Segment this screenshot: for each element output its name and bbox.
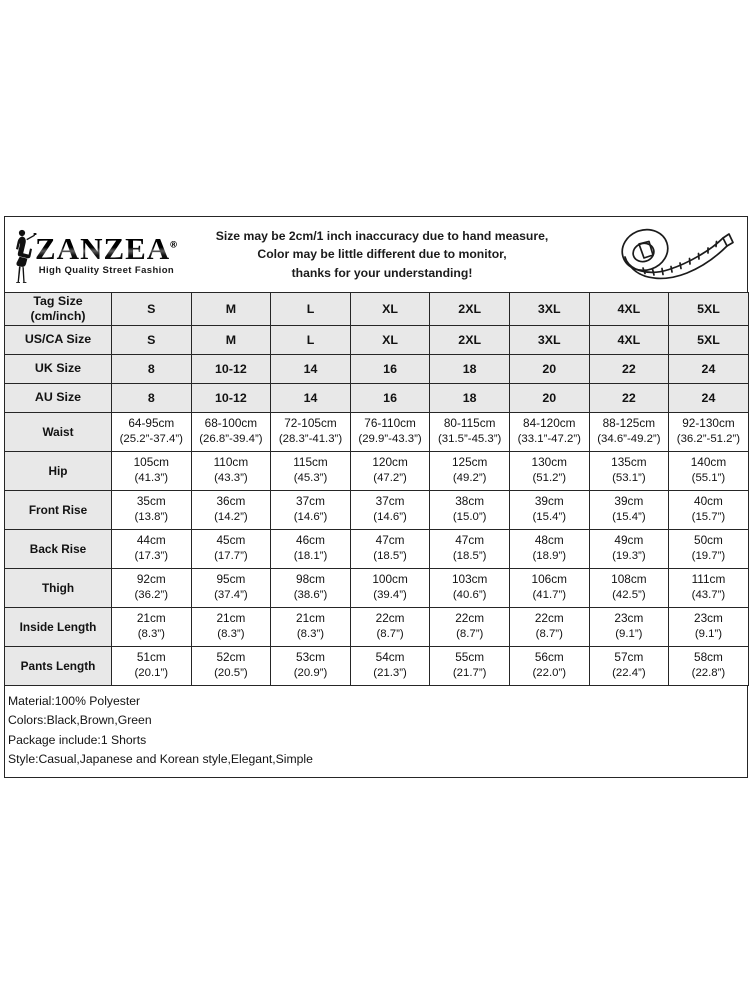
cell-tag-size-3xl: 3XL xyxy=(509,293,589,326)
cm-value: 45cm xyxy=(216,533,246,548)
cell-au-size-5xl: 24 xyxy=(669,384,749,413)
cell-tag-size-s: S xyxy=(112,293,192,326)
cell-pants-length-2xl xyxy=(430,647,510,686)
cm-value: 106cm xyxy=(531,572,567,587)
cell-uk-size-l: 14 xyxy=(271,355,351,384)
cm-value: 35cm xyxy=(136,494,166,509)
cm-value: 72-105cm xyxy=(284,416,337,431)
notice-line-2: Color may be little different due to monitor, xyxy=(257,247,507,262)
inch-value: (47.2”) xyxy=(373,472,407,485)
cell-hip-m xyxy=(191,452,271,491)
cell-hip-xl xyxy=(350,452,430,491)
cm-value: 22cm xyxy=(455,611,485,626)
inch-value: (9.1”) xyxy=(615,628,643,641)
cell-tag-size-5xl: 5XL xyxy=(669,293,749,326)
inch-value: (41.3”) xyxy=(134,472,169,485)
cell-us-ca-size-s: S xyxy=(112,326,192,355)
cell-us-ca-size-4xl: 4XL xyxy=(589,326,669,355)
cm-value: 22cm xyxy=(534,611,564,626)
cell-pants-length-4xl xyxy=(589,647,669,686)
detail-colors: Colors:Black,Brown,Green xyxy=(8,713,152,728)
cm-value: 23cm xyxy=(694,611,723,626)
row-label-au-size: AU Size xyxy=(5,384,112,413)
cell-au-size-l: 14 xyxy=(271,384,351,413)
inch-value: (15.0”) xyxy=(452,511,487,524)
cm-value: 103cm xyxy=(451,572,488,587)
size-chart-root xyxy=(4,216,748,778)
cm-value: 130cm xyxy=(531,455,567,470)
cell-uk-size-m: 10-12 xyxy=(191,355,271,384)
cell-back-rise-l xyxy=(271,530,351,569)
brand-wordmark-text: ZANZEA xyxy=(35,231,171,266)
cm-value: 92-130cm xyxy=(682,416,735,431)
woman-silhouette-icon xyxy=(11,227,37,283)
table-row-us-ca-size xyxy=(5,326,749,355)
cm-value: 57cm xyxy=(614,650,644,665)
cell-tag-size-4xl: 4XL xyxy=(589,293,669,326)
cm-value: 44cm xyxy=(136,533,166,548)
cell-front-rise-2xl xyxy=(430,491,510,530)
cell-hip-2xl xyxy=(430,452,510,491)
cm-value: 38cm xyxy=(455,494,485,509)
cell-back-rise-4xl xyxy=(589,530,669,569)
cell-back-rise-m xyxy=(191,530,271,569)
cell-tag-size-xl: XL xyxy=(350,293,430,326)
inch-value: (39.4”) xyxy=(373,589,407,602)
inch-value: (42.5”) xyxy=(612,589,646,602)
inch-value: (15.7”) xyxy=(691,511,726,524)
cell-uk-size-2xl: 18 xyxy=(430,355,510,384)
row-label-uk-size: UK Size xyxy=(5,355,112,384)
cm-value: 46cm xyxy=(296,533,325,548)
cm-value: 40cm xyxy=(694,494,723,509)
inch-value: (38.6”) xyxy=(293,589,328,602)
cell-thigh-5xl xyxy=(669,569,749,608)
cm-value: 53cm xyxy=(296,650,325,665)
cell-waist-2xl xyxy=(430,413,510,452)
cell-thigh-4xl xyxy=(589,569,669,608)
cm-value: 68-100cm xyxy=(204,416,258,431)
cm-value: 95cm xyxy=(216,572,246,587)
cm-value: 88-125cm xyxy=(602,416,656,431)
cell-tag-size-m: M xyxy=(191,293,271,326)
inch-value: (8.7”) xyxy=(456,628,484,641)
cell-thigh-2xl xyxy=(430,569,510,608)
row-label-line-2: (cm/inch) xyxy=(30,309,86,323)
cell-inside-length-2xl xyxy=(430,608,510,647)
cm-value: 37cm xyxy=(375,494,405,509)
size-table xyxy=(4,292,749,686)
cell-front-rise-5xl xyxy=(669,491,749,530)
cell-back-rise-s xyxy=(112,530,192,569)
inch-value: (18.5”) xyxy=(373,550,407,563)
cm-value: 125cm xyxy=(451,455,488,470)
cell-front-rise-xl xyxy=(350,491,430,530)
inch-value: (26.8”-39.4”) xyxy=(199,433,263,446)
inch-value: (17.3”) xyxy=(134,550,169,563)
cell-au-size-2xl: 18 xyxy=(430,384,510,413)
cell-inside-length-m xyxy=(191,608,271,647)
inch-value: (41.7”) xyxy=(532,589,567,602)
cm-value: 84-120cm xyxy=(523,416,576,431)
inch-value: (22.0”) xyxy=(532,667,567,680)
cell-waist-3xl xyxy=(509,413,589,452)
row-label-hip: Hip xyxy=(5,452,112,491)
cell-front-rise-l xyxy=(271,491,351,530)
inch-value: (53.1”) xyxy=(612,472,646,485)
cm-value: 108cm xyxy=(611,572,647,587)
cell-hip-3xl xyxy=(509,452,589,491)
cm-value: 21cm xyxy=(136,611,166,626)
cell-pants-length-l xyxy=(271,647,351,686)
cm-value: 50cm xyxy=(694,533,723,548)
cm-value: 55cm xyxy=(455,650,485,665)
cell-thigh-l xyxy=(271,569,351,608)
cell-inside-length-3xl xyxy=(509,608,589,647)
cell-uk-size-xl: 16 xyxy=(350,355,430,384)
inch-value: (14.2”) xyxy=(214,511,248,524)
table-row-tag-size xyxy=(5,293,749,326)
registered-mark-icon: ® xyxy=(170,239,178,250)
cell-pants-length-s xyxy=(112,647,192,686)
cell-front-rise-s xyxy=(112,491,192,530)
cell-pants-length-5xl xyxy=(669,647,749,686)
cell-thigh-m xyxy=(191,569,271,608)
inch-value: (18.1”) xyxy=(293,550,328,563)
cm-value: 51cm xyxy=(136,650,166,665)
cell-au-size-m: 10-12 xyxy=(191,384,271,413)
inch-value: (51.2”) xyxy=(532,472,567,485)
cell-us-ca-size-5xl: 5XL xyxy=(669,326,749,355)
cell-back-rise-3xl xyxy=(509,530,589,569)
inch-value: (29.9”-43.3”) xyxy=(358,433,422,446)
chart-header xyxy=(4,216,748,292)
cell-inside-length-l xyxy=(271,608,351,647)
cm-value: 120cm xyxy=(372,455,408,470)
cell-hip-s xyxy=(112,452,192,491)
table-row-pants-length xyxy=(5,647,749,686)
cell-front-rise-3xl xyxy=(509,491,589,530)
cell-hip-l xyxy=(271,452,351,491)
cm-value: 105cm xyxy=(133,455,169,470)
inch-value: (31.5”-45.3”) xyxy=(438,433,502,446)
cell-front-rise-m xyxy=(191,491,271,530)
cell-uk-size-s: 8 xyxy=(112,355,192,384)
cell-thigh-xl xyxy=(350,569,430,608)
cell-uk-size-4xl: 22 xyxy=(589,355,669,384)
cm-value: 58cm xyxy=(694,650,723,665)
inch-value: (14.6”) xyxy=(293,511,328,524)
cm-value: 47cm xyxy=(455,533,485,548)
inch-value: (14.6”) xyxy=(373,511,407,524)
inch-value: (21.7”) xyxy=(452,667,487,680)
inch-value: (20.1”) xyxy=(134,667,169,680)
cell-au-size-4xl: 22 xyxy=(589,384,669,413)
inch-value: (40.6”) xyxy=(452,589,487,602)
inch-value: (43.3”) xyxy=(214,472,248,485)
cell-hip-4xl xyxy=(589,452,669,491)
inch-value: (36.2”) xyxy=(134,589,169,602)
notice-line-1: Size may be 2cm/1 inch inaccuracy due to hand measure, xyxy=(215,229,549,244)
cm-value: 48cm xyxy=(534,533,564,548)
table-row-au-size xyxy=(5,384,749,413)
cell-us-ca-size-xl: XL xyxy=(350,326,430,355)
product-details xyxy=(4,686,748,778)
cell-inside-length-s xyxy=(112,608,192,647)
measurement-notice xyxy=(165,227,599,282)
inch-value: (9.1”) xyxy=(694,628,723,641)
cell-waist-4xl xyxy=(589,413,669,452)
row-label-tag-size xyxy=(5,293,112,326)
inch-value: (8.3”) xyxy=(296,628,325,641)
detail-material: Material:100% Polyester xyxy=(8,694,141,708)
row-label-pants-length: Pants Length xyxy=(5,647,112,686)
inch-value: (8.7”) xyxy=(376,628,404,641)
inch-value: (15.4”) xyxy=(612,511,646,524)
inch-value: (37.4”) xyxy=(214,589,248,602)
row-label-us-ca-size: US/CA Size xyxy=(5,326,112,355)
cm-value: 37cm xyxy=(296,494,325,509)
brand-tagline: High Quality Street Fashion xyxy=(38,265,175,276)
cm-value: 21cm xyxy=(216,611,246,626)
cell-waist-l xyxy=(271,413,351,452)
table-row-hip xyxy=(5,452,749,491)
inch-value: (8.7”) xyxy=(535,628,563,641)
cell-inside-length-xl xyxy=(350,608,430,647)
cell-waist-m xyxy=(191,413,271,452)
inch-value: (8.3”) xyxy=(217,628,245,641)
cm-value: 64-95cm xyxy=(128,416,175,431)
cm-value: 80-115cm xyxy=(443,416,496,431)
inch-value: (18.5”) xyxy=(452,550,487,563)
cm-value: 115cm xyxy=(293,455,328,470)
cm-value: 56cm xyxy=(534,650,564,665)
cm-value: 49cm xyxy=(614,533,644,548)
cell-uk-size-5xl: 24 xyxy=(669,355,749,384)
cell-inside-length-4xl xyxy=(589,608,669,647)
cm-value: 110cm xyxy=(213,455,249,470)
cell-pants-length-m xyxy=(191,647,271,686)
cell-inside-length-5xl xyxy=(669,608,749,647)
cell-front-rise-4xl xyxy=(589,491,669,530)
inch-value: (13.8”) xyxy=(134,511,169,524)
inch-value: (19.7”) xyxy=(691,550,726,563)
cell-us-ca-size-2xl: 2XL xyxy=(430,326,510,355)
cm-value: 100cm xyxy=(372,572,408,587)
cell-back-rise-5xl xyxy=(669,530,749,569)
row-label-waist: Waist xyxy=(5,413,112,452)
inch-value: (25.2”-37.4”) xyxy=(119,433,183,446)
cell-us-ca-size-3xl: 3XL xyxy=(509,326,589,355)
cm-value: 39cm xyxy=(614,494,644,509)
cm-value: 22cm xyxy=(375,611,405,626)
cm-value: 76-110cm xyxy=(364,416,416,431)
cell-waist-s xyxy=(112,413,192,452)
cm-value: 54cm xyxy=(375,650,405,665)
cm-value: 39cm xyxy=(534,494,564,509)
cm-value: 23cm xyxy=(614,611,644,626)
inch-value: (15.4”) xyxy=(532,511,567,524)
notice-line-3: thanks for your understanding! xyxy=(291,265,473,280)
cell-tag-size-2xl: 2XL xyxy=(430,293,510,326)
cm-value: 111cm xyxy=(691,572,726,587)
inch-value: (8.3”) xyxy=(137,628,165,641)
table-row-uk-size xyxy=(5,355,749,384)
detail-style: Style:Casual,Japanese and Korean style,Elegant,Simple xyxy=(8,751,313,766)
cm-value: 140cm xyxy=(690,455,727,470)
table-row-thigh xyxy=(5,569,749,608)
inch-value: (36.2”-51.2”) xyxy=(676,433,741,446)
cell-thigh-3xl xyxy=(509,569,589,608)
cm-value: 98cm xyxy=(296,572,325,587)
table-row-back-rise xyxy=(5,530,749,569)
measuring-tape-icon xyxy=(599,224,747,286)
inch-value: (34.6”-49.2”) xyxy=(597,433,661,446)
size-table-body xyxy=(5,293,749,686)
inch-value: (45.3”) xyxy=(293,472,328,485)
table-row-front-rise xyxy=(5,491,749,530)
cm-value: 47cm xyxy=(375,533,405,548)
cell-back-rise-xl xyxy=(350,530,430,569)
inch-value: (49.2”) xyxy=(452,472,487,485)
cell-hip-5xl xyxy=(669,452,749,491)
table-row-inside-length xyxy=(5,608,749,647)
inch-value: (22.8”) xyxy=(691,667,726,680)
row-label-inside-length: Inside Length xyxy=(5,608,112,647)
cell-tag-size-l: L xyxy=(271,293,351,326)
inch-value: (20.5”) xyxy=(214,667,248,680)
row-label-back-rise: Back Rise xyxy=(5,530,112,569)
row-label-thigh: Thigh xyxy=(5,569,112,608)
detail-package-include: Package include:1 Shorts xyxy=(8,732,147,747)
inch-value: (28.3”-41.3”) xyxy=(278,433,343,446)
cell-us-ca-size-l: L xyxy=(271,326,351,355)
cell-au-size-xl: 16 xyxy=(350,384,430,413)
inch-value: (33.1”-47.2”) xyxy=(517,433,581,446)
cm-value: 92cm xyxy=(136,572,166,587)
cell-waist-5xl xyxy=(669,413,749,452)
cell-uk-size-3xl: 20 xyxy=(509,355,589,384)
inch-value: (43.7”) xyxy=(691,589,726,602)
inch-value: (55.1”) xyxy=(691,472,726,485)
cm-value: 36cm xyxy=(216,494,246,509)
cell-pants-length-xl xyxy=(350,647,430,686)
cell-au-size-3xl: 20 xyxy=(509,384,589,413)
cell-us-ca-size-m: M xyxy=(191,326,271,355)
inch-value: (20.9”) xyxy=(293,667,328,680)
cm-value: 135cm xyxy=(611,455,647,470)
brand-logo xyxy=(5,227,178,283)
cm-value: 52cm xyxy=(216,650,246,665)
row-label-line-1: Tag Size xyxy=(33,294,83,309)
cell-pants-length-3xl xyxy=(509,647,589,686)
inch-value: (19.3”) xyxy=(612,550,646,563)
inch-value: (21.3”) xyxy=(373,667,407,680)
brand-wordmark xyxy=(35,233,178,264)
row-label-front-rise: Front Rise xyxy=(5,491,112,530)
inch-value: (18.9”) xyxy=(532,550,567,563)
cell-back-rise-2xl xyxy=(430,530,510,569)
cm-value: 21cm xyxy=(296,611,325,626)
cell-au-size-s: 8 xyxy=(112,384,192,413)
table-row-waist xyxy=(5,413,749,452)
cell-waist-xl xyxy=(350,413,430,452)
cell-thigh-s xyxy=(112,569,192,608)
inch-value: (17.7”) xyxy=(214,550,248,563)
inch-value: (22.4”) xyxy=(612,667,646,680)
